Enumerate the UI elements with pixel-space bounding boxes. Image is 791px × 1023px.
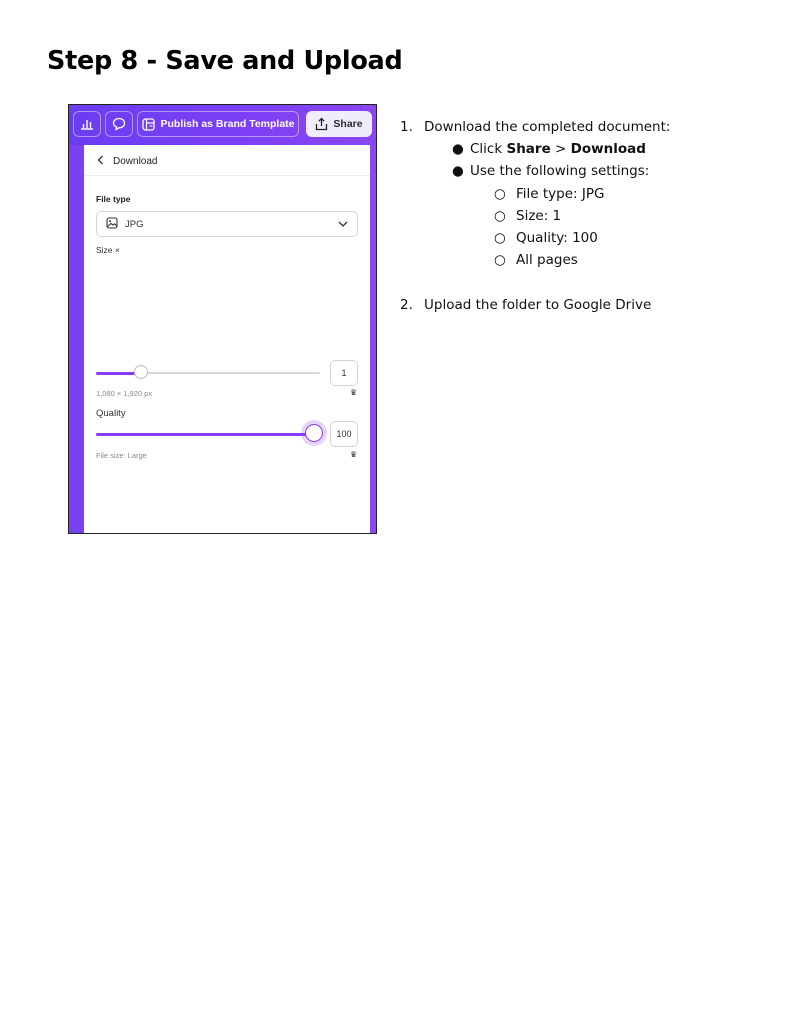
quality-label: Quality bbox=[96, 408, 126, 419]
bullet-sep: > bbox=[550, 141, 571, 157]
canvas-edge-right bbox=[370, 145, 376, 533]
chevron-left-icon bbox=[97, 155, 104, 168]
quality-value-input[interactable]: 100 bbox=[330, 421, 358, 447]
back-to-share-button[interactable] bbox=[97, 155, 157, 168]
list-number: 1. bbox=[400, 119, 413, 135]
comment-button[interactable] bbox=[105, 111, 133, 137]
sub-bullet: ○ bbox=[494, 252, 506, 268]
file-type-select[interactable] bbox=[96, 211, 358, 237]
insights-button[interactable] bbox=[73, 111, 101, 137]
size-value-input[interactable]: 1 bbox=[330, 360, 358, 386]
comment-icon bbox=[112, 117, 126, 131]
share-bold: Share bbox=[506, 141, 551, 157]
editor-toolbar bbox=[69, 105, 376, 145]
page-title: Step 8 - Save and Upload bbox=[47, 46, 403, 76]
divider bbox=[84, 175, 370, 176]
download-bold: Download bbox=[570, 141, 646, 157]
publish-brand-template-button[interactable] bbox=[137, 111, 299, 137]
bar-chart-icon bbox=[80, 118, 94, 130]
setting-quality: Quality: 100 bbox=[516, 230, 598, 246]
instruction-item-1: Download the completed document: bbox=[424, 119, 671, 135]
bullet-prefix: Click bbox=[470, 141, 507, 157]
instruction-use-settings: Use the following settings: bbox=[470, 163, 650, 179]
size-label: Size × bbox=[96, 245, 120, 255]
sub-bullet: ○ bbox=[494, 230, 506, 246]
canvas-edge-left bbox=[69, 145, 84, 533]
chevron-down-icon bbox=[338, 219, 348, 230]
template-icon bbox=[142, 118, 155, 131]
download-panel-screenshot bbox=[68, 104, 377, 534]
instruction-item-2: Upload the folder to Google Drive bbox=[424, 297, 652, 313]
size-slider-handle[interactable] bbox=[134, 365, 148, 379]
share-button[interactable] bbox=[306, 111, 372, 137]
list-number: 2. bbox=[400, 297, 413, 313]
file-type-value: JPG bbox=[125, 218, 144, 230]
file-size-note: File size: Large bbox=[96, 451, 147, 460]
file-type-label: File type bbox=[96, 194, 131, 204]
crown-icon: ♛ bbox=[350, 388, 358, 397]
crown-icon: ♛ bbox=[350, 450, 358, 459]
publish-label: Publish as Brand Template bbox=[160, 118, 295, 130]
image-icon bbox=[106, 217, 118, 232]
panel-title: Download bbox=[113, 156, 158, 167]
sub-bullet: ○ bbox=[494, 186, 506, 202]
download-panel bbox=[84, 145, 370, 533]
setting-file-type: File type: JPG bbox=[516, 186, 605, 202]
setting-size: Size: 1 bbox=[516, 208, 562, 224]
share-label: Share bbox=[333, 118, 363, 130]
bullet: ● bbox=[452, 163, 464, 179]
share-icon bbox=[315, 117, 328, 131]
sub-bullet: ○ bbox=[494, 208, 506, 224]
dimensions-text: 1,080 × 1,920 px bbox=[96, 389, 153, 398]
instruction-click-share bbox=[470, 141, 646, 157]
setting-pages: All pages bbox=[516, 252, 578, 268]
quality-slider-handle[interactable] bbox=[305, 424, 323, 442]
bullet: ● bbox=[452, 141, 464, 157]
quality-slider-fill bbox=[96, 433, 314, 436]
